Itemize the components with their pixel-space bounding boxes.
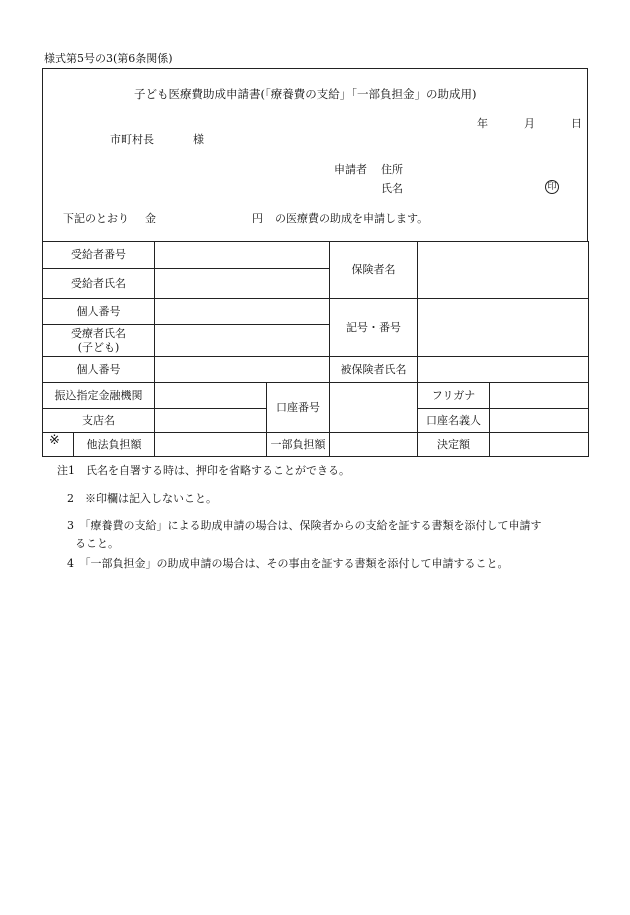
patient-name-text: 受療者氏名 xyxy=(71,326,126,340)
symbol-number-label: 記号・番号 xyxy=(330,299,418,357)
furigana-field[interactable] xyxy=(490,383,589,409)
form-code: 様式第5号の3(第6条関係) xyxy=(44,52,173,65)
note-4: 4 「一部負担金」の助成申請の場合は、その事由を証する書類を添付して申請すること。 xyxy=(67,557,509,570)
personal-number-field-2[interactable] xyxy=(155,357,330,383)
personal-number-field[interactable] xyxy=(155,299,330,325)
patient-child-text: (子ども) xyxy=(77,340,120,354)
form-title: 子ども医療費助成申請書(「療養費の支給」「一部負担金」の助成用) xyxy=(134,87,477,101)
account-holder-label: 口座名義人 xyxy=(418,409,490,433)
statement-prefix: 下記のとおり xyxy=(63,212,129,225)
amount-label: 金 xyxy=(145,212,156,225)
address-label: 住所 xyxy=(381,163,403,176)
decided-amount-field[interactable] xyxy=(490,433,589,457)
application-table xyxy=(42,241,589,457)
symbol-number-field[interactable] xyxy=(418,299,589,357)
name-label: 氏名 xyxy=(381,182,403,195)
branch-field[interactable] xyxy=(155,409,267,433)
table-row xyxy=(43,299,589,325)
date-year-label: 年 xyxy=(477,117,488,130)
office-use-mark: ※ xyxy=(43,433,74,457)
table-row xyxy=(43,383,589,409)
personal-number-label: 個人番号 xyxy=(43,299,155,325)
seal-icon: 印 xyxy=(545,180,559,194)
patient-name-label xyxy=(43,325,155,357)
note-3: 3 「療養費の支給」による助成申請の場合は、保険者からの支給を証する書類を添付して申請す xyxy=(67,519,542,532)
branch-label: 支店名 xyxy=(43,409,155,433)
addressee-label: 市町村長 xyxy=(110,133,154,146)
honorific-label: 様 xyxy=(193,133,204,146)
insurer-name-label: 保険者名 xyxy=(330,242,418,299)
decided-amount-label: 決定額 xyxy=(418,433,490,457)
account-holder-field[interactable] xyxy=(490,409,589,433)
furigana-label: フリガナ xyxy=(418,383,490,409)
insurer-name-field[interactable] xyxy=(418,242,589,299)
note-2: 2 ※印欄は記入しないこと。 xyxy=(67,492,217,505)
statement-suffix: の医療費の助成を申請します。 xyxy=(275,212,429,225)
partial-burden-field[interactable] xyxy=(330,433,418,457)
other-law-label: 他法負担額 xyxy=(74,433,155,457)
account-number-field[interactable] xyxy=(330,383,418,433)
recipient-name-field[interactable] xyxy=(155,269,330,299)
partial-burden-label: 一部負担額 xyxy=(267,433,330,457)
applicant-label: 申請者 xyxy=(334,163,367,176)
table-row xyxy=(43,433,589,457)
bank-field[interactable] xyxy=(155,383,267,409)
recipient-name-label: 受給者氏名 xyxy=(43,269,155,299)
bank-label: 振込指定金融機関 xyxy=(43,383,155,409)
note-1: 注1 氏名を自署する時は、押印を省略することができる。 xyxy=(57,464,350,477)
account-number-label: 口座番号 xyxy=(267,383,330,433)
table-row xyxy=(43,242,589,269)
date-day-label: 日 xyxy=(571,117,582,130)
yen-label: 円 xyxy=(252,212,263,225)
table-row xyxy=(43,357,589,383)
insured-name-label: 被保険者氏名 xyxy=(330,357,418,383)
insured-name-field[interactable] xyxy=(418,357,589,383)
patient-name-field[interactable] xyxy=(155,325,330,357)
personal-number-label-2: 個人番号 xyxy=(43,357,155,383)
recipient-number-field[interactable] xyxy=(155,242,330,269)
recipient-number-label: 受給者番号 xyxy=(43,242,155,269)
note-3-continued: ること。 xyxy=(75,537,119,550)
date-month-label: 月 xyxy=(524,117,535,130)
other-law-field[interactable] xyxy=(155,433,267,457)
